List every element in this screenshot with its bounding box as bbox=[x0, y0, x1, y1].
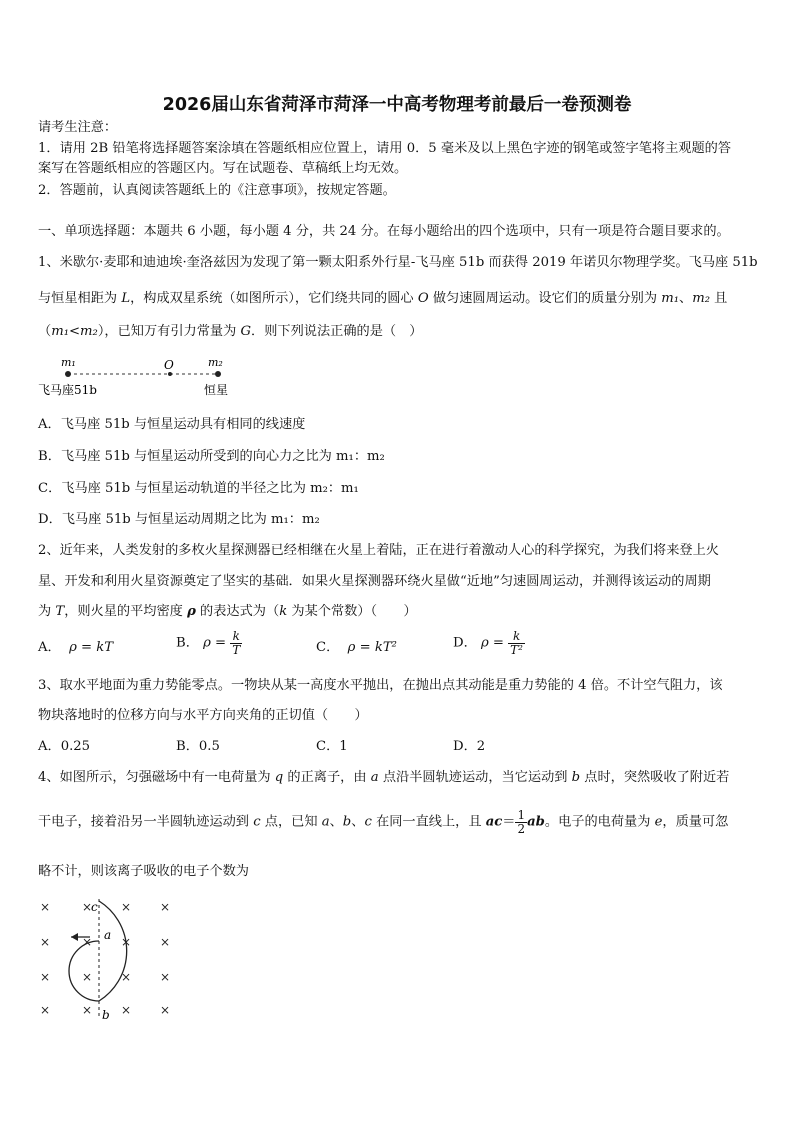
svg-text:×: × bbox=[160, 900, 171, 914]
svg-text:×: × bbox=[160, 1003, 171, 1017]
magnetic-field-figure bbox=[30, 893, 190, 1025]
q2-option-b: B． ρ = $\frac{k}{T}$ bbox=[176, 629, 241, 657]
c-label: c bbox=[91, 900, 98, 914]
svg-text:×: × bbox=[121, 935, 132, 949]
o-label: O bbox=[164, 358, 174, 372]
center-dot bbox=[168, 372, 172, 376]
section-heading: 一、单项选择题：本题共 6 小题，每小题 4 分，共 24 分。在每小题给出的四个选项中，只有一项是符合题目要求的。 bbox=[38, 224, 730, 239]
svg-text:×: × bbox=[160, 970, 171, 984]
svg-text:×: × bbox=[82, 935, 93, 949]
q2-option-d: D． ρ = $\frac{k}{\text{T²}}$ bbox=[453, 629, 523, 657]
star-dot bbox=[215, 371, 221, 377]
binary-star-figure bbox=[36, 352, 256, 402]
q1-stem-line: （m₁<m₂），已知万有引力常量为 G．则下列说法正确的是（ ） bbox=[38, 324, 423, 339]
star-name: 恒星 bbox=[204, 383, 229, 397]
exam-title: 2026届山东省菏泽市菏泽一中高考物理考前最后一卷预测卷 bbox=[162, 95, 632, 115]
q4-stem-line: 略不计，则该离子吸收的电子个数为 bbox=[38, 864, 249, 879]
svg-text:×: × bbox=[40, 900, 51, 914]
q3-stem-line: 3、取水平地面为重力势能零点。一物块从某一高度水平抛出，在抛出点其动能是重力势能的 4 倍。不计空气阻力，该 bbox=[38, 678, 723, 693]
svg-text:×: × bbox=[82, 1003, 93, 1017]
planet-name: 飞马座51b bbox=[38, 383, 97, 397]
q1-option-a: A．飞马座 51b 与恒星运动具有相同的线速度 bbox=[38, 417, 306, 432]
q3-stem-line: 物块落地时的位移方向与水平方向夹角的正切值（ ） bbox=[38, 708, 368, 723]
svg-text:×: × bbox=[121, 970, 132, 984]
svg-text:×: × bbox=[121, 900, 132, 914]
m2-label: m₂ bbox=[208, 356, 223, 369]
q1-stem-line: 1、米歇尔·麦耶和迪迪埃·奎洛兹因为发现了第一颗太阳系外行星-飞马座 51b 而获得 2019 年诺贝尔物理学奖。飞马座 51b bbox=[38, 255, 758, 270]
m1-label: m₁ bbox=[61, 356, 76, 369]
planet-dot bbox=[65, 371, 71, 377]
svg-text:×: × bbox=[40, 1003, 51, 1017]
notice-heading: 请考生注意： bbox=[38, 120, 118, 135]
a-label: a bbox=[104, 928, 112, 942]
q3-option-d: D．2 bbox=[453, 739, 486, 754]
svg-text:×: × bbox=[82, 900, 93, 914]
q3-option-c: C．1 bbox=[316, 739, 348, 754]
q2-stem-line: 2、近年来，人类发射的多枚火星探测器已经相继在火星上着陆，正在进行着激动人心的科学探究，为我们将来登上火 bbox=[38, 543, 719, 558]
q2-option-a: A． ρ = kT bbox=[38, 640, 114, 655]
notice-line: 2．答题前，认真阅读答题纸上的《注意事项》，按规定答题。 bbox=[38, 183, 396, 198]
q4-stem-line: 4、如图所示，匀强磁场中有一电荷量为 q 的正离子，由 a 点沿半圆轨迹运动，当它运动到 b 点时，突然吸收了附近若 bbox=[38, 770, 730, 785]
q3-option-a: A．0.25 bbox=[38, 739, 91, 754]
large-semicircle-path bbox=[99, 901, 127, 1001]
q1-option-c: C．飞马座 51b 与恒星运动轨道的半径之比为 m₂：m₁ bbox=[38, 481, 359, 496]
svg-text:×: × bbox=[40, 935, 51, 949]
notice-line: 1．请用 2B 铅笔将选择题答案涂填在答题纸相应位置上，请用 0．5 毫米及以上黑色字迹的钢笔或签字笔将主观题的答 bbox=[38, 141, 732, 156]
q1-option-b: B．飞马座 51b 与恒星运动所受到的向心力之比为 m₁：m₂ bbox=[38, 449, 385, 464]
q2-stem-line: 为 T，则火星的平均密度 ρ 的表达式为（k 为某个常数）（ ） bbox=[38, 604, 417, 619]
field-crosses bbox=[40, 900, 170, 1017]
q1-stem-line: 与恒星相距为 L，构成双星系统（如图所示），它们绕共同的圆心 O 做匀速圆周运动。设它们的质量分别为 m₁、m₂ 且 bbox=[38, 291, 728, 306]
q2-option-c: C． ρ = kT² bbox=[316, 640, 397, 655]
svg-text:×: × bbox=[40, 970, 51, 984]
q2-stem-line: 星、开发和利用火星资源奠定了坚实的基础．如果火星探测器环绕火星做“近地”匀速圆周运动，并测得该运动的周期 bbox=[38, 574, 711, 589]
notice-line: 案写在答题纸相应的答题区内。写在试题卷、草稿纸上均无效。 bbox=[38, 161, 408, 176]
q3-option-b: B．0.5 bbox=[176, 739, 220, 754]
svg-text:×: × bbox=[82, 970, 93, 984]
svg-text:×: × bbox=[121, 1003, 132, 1017]
arrow-head-icon bbox=[71, 933, 78, 941]
svg-text:×: × bbox=[160, 935, 171, 949]
q1-option-d: D．飞马座 51b 与恒星运动周期之比为 m₁：m₂ bbox=[38, 512, 320, 527]
q4-stem-line: 干电子，接着沿另一半圆轨迹运动到 c 点，已知 a、b、c 在同一直线上，且 ac＝ $\frac{1}{2}$ ab。电子的电荷量为 e，质量可忽 bbox=[38, 808, 729, 836]
b-label: b bbox=[102, 1008, 110, 1022]
